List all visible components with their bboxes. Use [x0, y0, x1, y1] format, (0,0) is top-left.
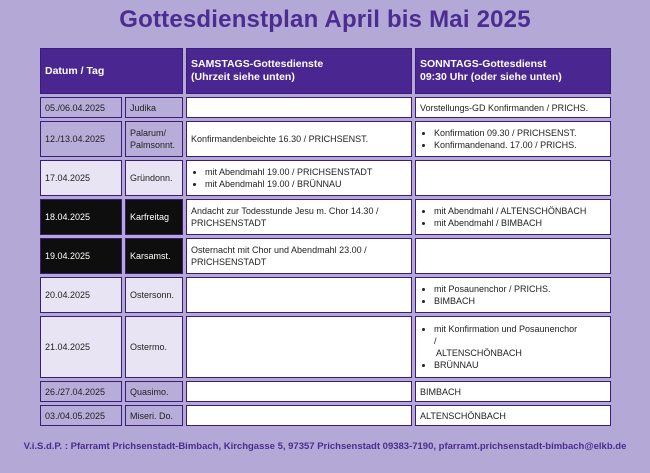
row-date: 20.04.2025 [40, 277, 122, 313]
header-sunday-line1: SONNTAGS-Gottesdienst [420, 58, 547, 70]
sunday-list [420, 205, 606, 229]
row-saturday [186, 316, 412, 378]
table-row [40, 381, 611, 402]
list-item: • BRÜNNAU [434, 359, 606, 371]
list-item [434, 323, 606, 359]
row-date: 26./27.04.2025 [40, 381, 122, 402]
list-item: • mit Abendmahl 19.00 / BRÜNNAU [205, 178, 407, 190]
row-sunday [415, 316, 611, 378]
row-sunday: Vorstellungs-GD Konfirmanden / PRICHS. [415, 97, 611, 118]
row-date: 18.04.2025 [40, 199, 122, 235]
row-sunday [415, 160, 611, 196]
list-item: • Konfirmandenand. 17.00 / PRICHS. [434, 139, 606, 151]
sunday-item-line1: mit Konfirmation und Posaunenchor [434, 324, 578, 334]
list-item: • BIMBACH [434, 295, 606, 307]
list-item: • mit Abendmahl 19.00 / PRICHSENSTADT [205, 166, 407, 178]
row-sunday [415, 277, 611, 313]
sunday-list [420, 127, 606, 151]
list-item: • mit Abendmahl / BIMBACH [434, 217, 606, 229]
row-date: 03./04.05.2025 [40, 405, 122, 426]
list-item: • mit Abendmahl / ALTENSCHÖNBACH [434, 205, 606, 217]
header-saturday-line1: SAMSTAGS-Gottesdienste [191, 58, 324, 70]
sunday-list [420, 283, 606, 307]
row-saturday [186, 405, 412, 426]
table-row [40, 316, 611, 378]
row-saturday [186, 238, 412, 274]
sunday-item-line3: ALTENSCHÖNBACH [436, 348, 522, 358]
row-sunday [415, 199, 611, 235]
row-day-line1: Palarum/ [130, 128, 167, 138]
row-date: 19.04.2025 [40, 238, 122, 274]
row-saturday [186, 160, 412, 196]
row-date: 05./06.04.2025 [40, 97, 122, 118]
table-row [40, 199, 611, 235]
row-day-line2: Palmsonnt. [130, 140, 176, 150]
row-date: 21.04.2025 [40, 316, 122, 378]
page-title: Gottesdienstplan April bis Mai 2025 [119, 6, 531, 33]
header-saturday-line2: (Uhrzeit siehe unten) [191, 71, 295, 83]
saturday-line1: Andacht zur Todesstunde Jesu m. Chor 14.30 / [191, 206, 379, 216]
sunday-item-line2: / [434, 336, 437, 346]
row-day: Karsamst. [125, 238, 183, 274]
row-sunday [415, 238, 611, 274]
header-saturday [186, 48, 412, 94]
table-row [40, 405, 611, 426]
table-row [40, 121, 611, 157]
table-row [40, 160, 611, 196]
saturday-line2: PRICHSENSTADT [191, 257, 267, 267]
row-saturday: Konfirmandenbeichte 16.30 / PRICHSENST. [186, 121, 412, 157]
row-saturday [186, 199, 412, 235]
row-day: Gründonn. [125, 160, 183, 196]
list-item: • Konfirmation 09.30 / PRICHSENST. [434, 127, 606, 139]
saturday-line2: PRICHSENSTADT [191, 218, 267, 228]
row-day: Quasimo. [125, 381, 183, 402]
table-header-row [40, 48, 611, 94]
header-date-day: Datum / Tag [40, 48, 183, 94]
row-day: Ostermo. [125, 316, 183, 378]
row-date: 17.04.2025 [40, 160, 122, 196]
saturday-line1: Osternacht mit Chor und Abendmahl 23.00 / [191, 245, 367, 255]
row-sunday: ALTENSCHÖNBACH [415, 405, 611, 426]
schedule-table [37, 45, 614, 429]
saturday-list [191, 166, 407, 190]
row-sunday [415, 121, 611, 157]
row-saturday [186, 381, 412, 402]
row-saturday [186, 97, 412, 118]
list-item: • mit Posaunenchor / PRICHS. [434, 283, 606, 295]
footer-imprint: V.i.S.d.P. : Pfarramt Prichsenstadt-Bimbach, Kirchgasse 5, 97357 Prichsenstadt 09383-7190, pfarramt.prichsenstadt-bimbach@elkb.de [23, 441, 627, 452]
row-saturday [186, 277, 412, 313]
row-day: Judika [125, 97, 183, 118]
row-sunday: BIMBACH [415, 381, 611, 402]
header-sunday-line2: 09:30 Uhr (oder siehe unten) [420, 71, 562, 83]
row-day [125, 121, 183, 157]
table-row [40, 97, 611, 118]
row-day: Ostersonn. [125, 277, 183, 313]
header-sunday [415, 48, 611, 94]
table-row [40, 277, 611, 313]
row-day: Karfreitag [125, 199, 183, 235]
sunday-list [420, 323, 606, 371]
table-row [40, 238, 611, 274]
row-day: Miseri. Do. [125, 405, 183, 426]
row-date: 12./13.04.2025 [40, 121, 122, 157]
